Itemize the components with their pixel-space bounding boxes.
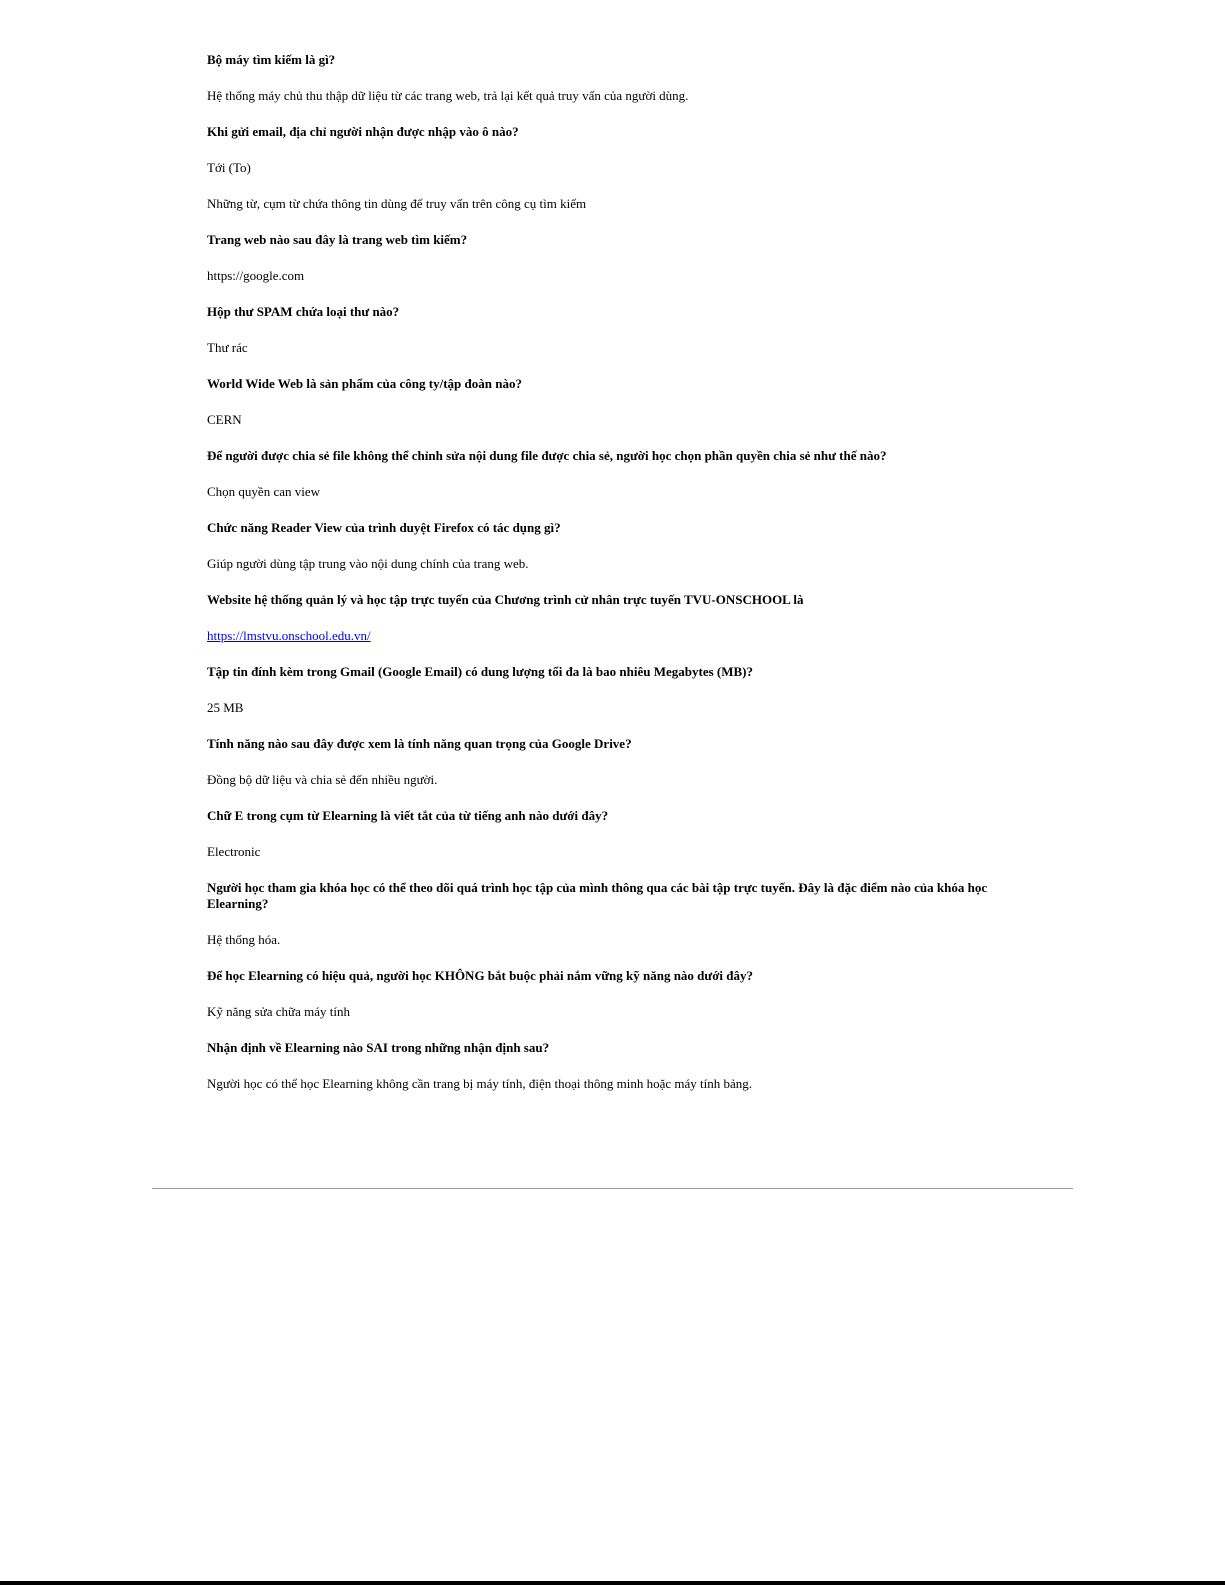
answer-10: Đồng bộ dữ liệu và chia sẻ đến nhiều người. bbox=[207, 772, 438, 787]
question-4: Hộp thư SPAM chứa loại thư nào? bbox=[207, 304, 400, 319]
answer-12: Hệ thống hóa. bbox=[207, 932, 281, 947]
answer-2: Tới (To) bbox=[207, 160, 251, 175]
answer-4: Thư rác bbox=[207, 340, 248, 355]
question-2: Khi gửi email, địa chỉ người nhận được nhập vào ô nào? bbox=[207, 124, 519, 139]
answer-13: Kỹ năng sửa chữa máy tính bbox=[207, 1004, 350, 1019]
horizontal-rule bbox=[152, 1188, 1073, 1189]
question-7: Chức năng Reader View của trình duyệt Firefox có tác dụng gì? bbox=[207, 520, 561, 535]
question-5: World Wide Web là sản phẩm của công ty/tập đoàn nào? bbox=[207, 376, 522, 391]
answer-3: https://google.com bbox=[207, 268, 305, 283]
question-8: Website hệ thống quản lý và học tập trực tuyến của Chương trình cử nhân trực tuyến TVU-ONSCHOOL là bbox=[207, 592, 804, 607]
question-1: Bộ máy tìm kiếm là gì? bbox=[207, 52, 336, 67]
page-bottom-edge bbox=[0, 1581, 1225, 1585]
answer-1: Hệ thống máy chủ thu thập dữ liệu từ các trang web, trả lại kết quả truy vấn của người dùng. bbox=[207, 88, 689, 103]
answer-5: CERN bbox=[207, 412, 242, 427]
answer-2-extra: Những từ, cụm từ chứa thông tin dùng để truy vấn trên công cụ tìm kiếm bbox=[207, 196, 587, 211]
answer-9: 25 MB bbox=[207, 700, 244, 715]
answer-11: Electronic bbox=[207, 844, 261, 859]
lms-link[interactable]: https://lmstvu.onschool.edu.vn/ bbox=[207, 628, 371, 643]
answer-8 bbox=[207, 628, 1027, 644]
question-3: Trang web nào sau đây là trang web tìm kiếm? bbox=[207, 232, 468, 247]
question-6: Để người được chia sẻ file không thể chỉnh sửa nội dung file được chia sẻ, người học chọn phần quyền chia sẻ như thế nào? bbox=[207, 448, 887, 463]
answer-14: Người học có thể học Elearning không cần trang bị máy tính, điện thoại thông minh hoặc máy tính bảng. bbox=[207, 1076, 752, 1091]
question-10: Tính năng nào sau đây được xem là tính năng quan trọng của Google Drive? bbox=[207, 736, 632, 751]
answer-6: Chọn quyền can view bbox=[207, 484, 321, 499]
qa-document bbox=[207, 52, 1027, 1112]
question-13: Để học Elearning có hiệu quả, người học KHÔNG bắt buộc phải nắm vững kỹ năng nào dưới đây? bbox=[207, 968, 753, 983]
question-11: Chữ E trong cụm từ Elearning là viết tắt của từ tiếng anh nào dưới đây? bbox=[207, 808, 609, 823]
answer-7: Giúp người dùng tập trung vào nội dung chính của trang web. bbox=[207, 556, 529, 571]
question-12: Người học tham gia khóa học có thể theo dõi quá trình học tập của mình thông qua các bài tập trực tuyến. Đây là đặc điểm nào của khóa học Elearning? bbox=[207, 880, 988, 911]
question-14: Nhận định về Elearning nào SAI trong những nhận định sau? bbox=[207, 1040, 550, 1055]
question-9: Tập tin đính kèm trong Gmail (Google Email) có dung lượng tối đa là bao nhiêu Megabytes (MB)? bbox=[207, 664, 753, 679]
